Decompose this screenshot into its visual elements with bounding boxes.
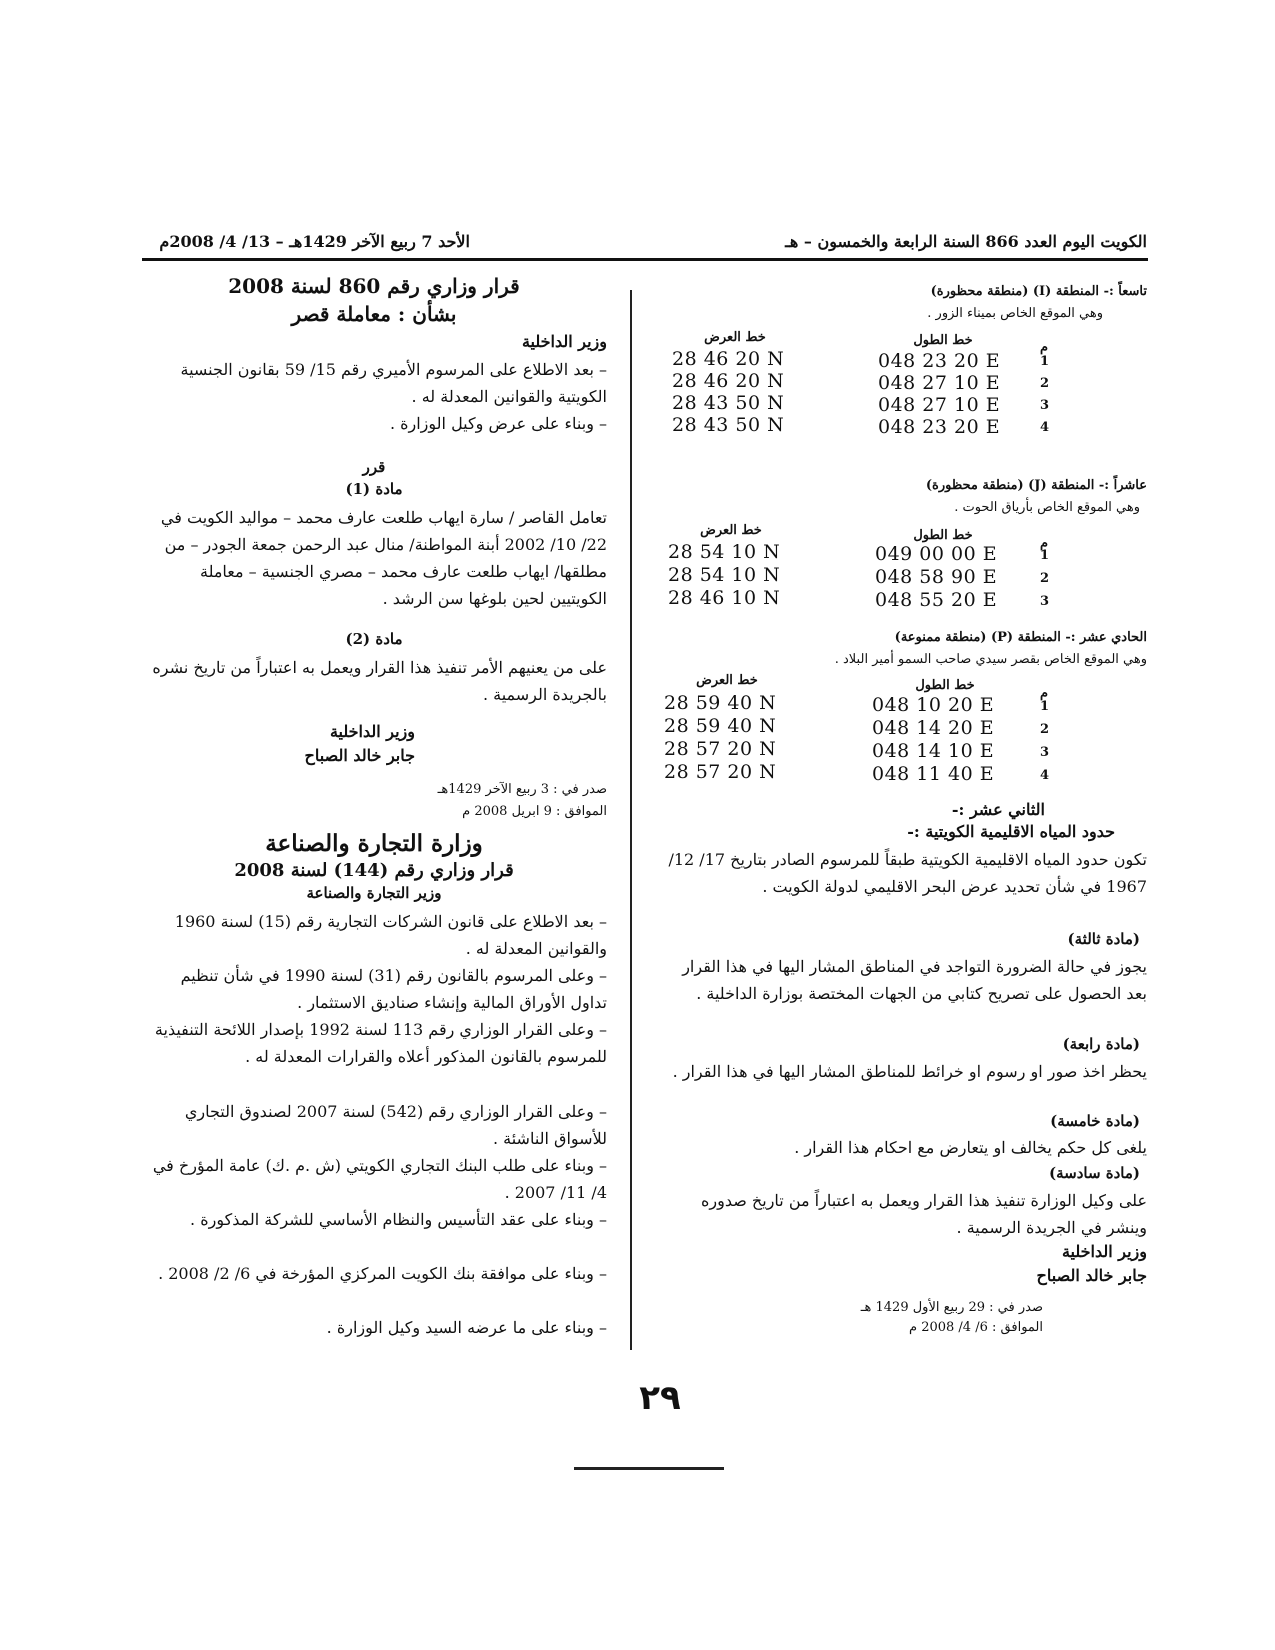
row-number: 3 bbox=[1040, 745, 1050, 760]
row-number: 1 bbox=[1040, 354, 1050, 369]
row-number: 2 bbox=[1040, 722, 1050, 737]
zone10-heading: عاشراً :- المنطقة (J) (منطقة محظورة) bbox=[925, 478, 1147, 493]
row-latitude: 28 59 40 N bbox=[664, 715, 777, 737]
table-row bbox=[660, 416, 1060, 438]
zone10-col-lat: خط العرض bbox=[700, 523, 762, 538]
zone11-desc: وهي الموقع الخاص بقصر سيدي صاحب السمو أمير البلاد . bbox=[834, 652, 1147, 667]
minister-title: وزير الداخلية bbox=[1061, 1242, 1147, 1261]
zone11-heading: الحادي عشر :- المنطقة (P) (منطقة ممنوعة) bbox=[894, 630, 1147, 645]
decree1-sign-title: وزير الداخلية bbox=[329, 722, 415, 741]
decree1-sign-name: جابر خالد الصباح bbox=[304, 746, 415, 765]
header-left: الأحد 7 ربيع الآخر 1429هـ – 13/ 4/ 2008م bbox=[159, 232, 470, 251]
zone10-table bbox=[660, 543, 1060, 612]
row-number: 4 bbox=[1040, 768, 1050, 783]
zone9-col-long: خط الطول bbox=[913, 333, 973, 348]
column-divider bbox=[630, 290, 632, 1350]
zone11-col-m: م bbox=[1040, 686, 1049, 701]
article6-title: (مادة سادسة) bbox=[1049, 1164, 1140, 1182]
footer-rule bbox=[574, 1467, 724, 1470]
decree2-title: قرار وزاري رقم (144) لسنة 2008 bbox=[234, 860, 514, 881]
article5-text: يلغى كل حكم يخالف او يتعارض مع احكام هذا القرار . bbox=[794, 1138, 1147, 1157]
row-number: 2 bbox=[1040, 376, 1050, 391]
zone9-table bbox=[660, 350, 1060, 438]
row-latitude: 28 46 20 N bbox=[672, 370, 785, 392]
article5-title: (مادة خامسة) bbox=[1050, 1112, 1140, 1130]
table-row bbox=[660, 543, 1060, 566]
row-longitude: 048 27 10 E bbox=[878, 372, 1001, 394]
issued-date: صدر في : 29 ربيع الأول 1429 هـ bbox=[860, 1300, 1043, 1315]
row-number: 4 bbox=[1040, 420, 1050, 435]
decree2-p5: – وبناء على طلب البنك التجاري الكويتي (ش .م .ك) عامة المؤرخ في 4/ 11/ 2007 . bbox=[152, 1156, 607, 1202]
decree1-minister: وزير الداخلية bbox=[521, 332, 607, 351]
header-right: الكويت اليوم العدد 866 السنة الرابعة والخمسون – هـ bbox=[785, 232, 1147, 251]
decree2-minister: وزير التجارة والصناعة bbox=[306, 884, 442, 902]
row-number: 2 bbox=[1040, 571, 1050, 586]
row-latitude: 28 57 20 N bbox=[664, 738, 777, 760]
decree2-p7: – وبناء على موافقة بنك الكويت المركزي المؤرخة في 6/ 2/ 2008 . bbox=[158, 1264, 607, 1283]
row-longitude: 048 58 90 E bbox=[875, 566, 998, 588]
decree2-p8: – وبناء على ما عرضه السيد وكيل الوزارة . bbox=[326, 1318, 607, 1337]
decree1-decided: قرر bbox=[362, 458, 386, 476]
page-number: ٢٩ bbox=[639, 1378, 681, 1418]
decree1-article1-title: مادة (1) bbox=[345, 480, 403, 498]
decree2-p1: – بعد الاطلاع على قانون الشركات التجارية رقم (15) لسنة 1960 والقوانين المعدلة له . bbox=[174, 912, 607, 958]
table-row bbox=[660, 394, 1060, 416]
zone9-heading: تاسعاً :- المنطقة (I) (منطقة محظورة) bbox=[930, 284, 1147, 299]
decree1-issued: صدر في : 3 ربيع الآخر 1429هـ bbox=[437, 782, 607, 797]
zone11-table bbox=[660, 694, 1060, 786]
decree1-article1-text: تعامل القاصر / سارة ايهاب طلعت عارف محمد – مواليد الكويت في 22/ 10/ 2002 أبنة المواطنة/ منال عبد الرحمن جمعة الجودر – من مطلقها/ ايهاب طلعت عارف محمد – مصري الجنسية – معاملة الكويتيين لحين بلوغها سن الرشد . bbox=[160, 508, 607, 608]
corresponding-date: الموافق : 6/ 4/ 2008 م bbox=[909, 1320, 1043, 1335]
decree2-p4: – وعلى القرار الوزاري رقم (542) لسنة 2007 لصندوق التجاري للأسواق الناشئة . bbox=[184, 1102, 607, 1148]
row-longitude: 048 55 20 E bbox=[875, 589, 998, 611]
zone10-col-m: م bbox=[1040, 536, 1049, 551]
table-row bbox=[660, 350, 1060, 372]
decree2-p3: – وعلى القرار الوزاري رقم 113 لسنة 1992 بإصدار اللائحة التنفيذية للمرسوم بالقانون المذكور أعلاه والقرارات المعدلة له . bbox=[154, 1020, 607, 1066]
article3-text: يجوز في حالة الضرورة التواجد في المناطق المشار اليها في هذا القرار بعد الحصول على تصريح كتابي من الجهات المختصة بوزارة الداخلية . bbox=[682, 957, 1147, 1003]
waters-heading: حدود المياه الاقليمية الكويتية :- bbox=[907, 822, 1115, 841]
row-number: 3 bbox=[1040, 594, 1050, 609]
table-row bbox=[660, 589, 1060, 612]
row-longitude: 049 00 00 E bbox=[875, 543, 998, 565]
zone9-desc: وهي الموقع الخاص بميناء الزور . bbox=[927, 306, 1103, 321]
decree1-title: قرار وزاري رقم 860 لسنة 2008 bbox=[228, 274, 520, 298]
row-number: 3 bbox=[1040, 398, 1050, 413]
zone11-col-lat: خط العرض bbox=[696, 673, 758, 688]
table-row bbox=[660, 763, 1060, 786]
minister-name: جابر خالد الصباح bbox=[1036, 1266, 1147, 1285]
table-row bbox=[660, 694, 1060, 717]
zone11-col-long: خط الطول bbox=[915, 678, 975, 693]
article3-title: (مادة ثالثة) bbox=[1067, 930, 1140, 948]
decree1-subject: بشأن : معاملة قصر bbox=[291, 302, 457, 326]
twelfth-heading: الثاني عشر :- bbox=[951, 800, 1045, 819]
table-row bbox=[660, 566, 1060, 589]
zone10-desc: وهي الموقع الخاص بأرياق الحوت . bbox=[954, 500, 1140, 515]
decree1-p2: – وبناء على عرض وكيل الوزارة . bbox=[389, 414, 607, 433]
row-number: 1 bbox=[1040, 699, 1050, 714]
zone10-col-long: خط الطول bbox=[913, 528, 973, 543]
article4-text: يحظر اخذ صور او رسوم او خرائط للمناطق المشار اليها في هذا القرار . bbox=[672, 1062, 1147, 1081]
zone9-col-lat: خط العرض bbox=[704, 330, 766, 345]
row-longitude: 048 10 20 E bbox=[872, 694, 995, 716]
ministry-heading: وزارة التجارة والصناعة bbox=[265, 830, 483, 857]
row-latitude: 28 43 50 N bbox=[672, 414, 785, 436]
decree1-corresponding: الموافق : 9 ابريل 2008 م bbox=[462, 804, 607, 819]
row-longitude: 048 23 20 E bbox=[878, 350, 1001, 372]
row-latitude: 28 59 40 N bbox=[664, 692, 777, 714]
table-row bbox=[660, 372, 1060, 394]
waters-text: تكون حدود المياه الاقليمية الكويتية طبقاً للمرسوم الصادر بتاريخ 17/ 12/ 1967 في شأن تحديد عرض البحر الاقليمي لدولة الكويت . bbox=[668, 850, 1147, 896]
row-latitude: 28 43 50 N bbox=[672, 392, 785, 414]
row-longitude: 048 14 10 E bbox=[872, 740, 995, 762]
decree1-article2-title: مادة (2) bbox=[345, 630, 403, 648]
row-latitude: 28 54 10 N bbox=[668, 564, 781, 586]
row-longitude: 048 11 40 E bbox=[872, 763, 995, 785]
row-latitude: 28 46 20 N bbox=[672, 348, 785, 370]
row-latitude: 28 46 10 N bbox=[668, 587, 781, 609]
zone9-col-m: م bbox=[1040, 340, 1049, 355]
article4-title: (مادة رابعة) bbox=[1062, 1035, 1140, 1053]
row-latitude: 28 54 10 N bbox=[668, 541, 781, 563]
row-longitude: 048 14 20 E bbox=[872, 717, 995, 739]
row-longitude: 048 23 20 E bbox=[878, 416, 1001, 438]
row-latitude: 28 57 20 N bbox=[664, 761, 777, 783]
decree1-article2-text: على من يعنيهم الأمر تنفيذ هذا القرار ويعمل به اعتباراً من تاريخ نشره بالجريدة الرسمية . bbox=[152, 658, 607, 704]
decree2-p2: – وعلى المرسوم بالقانون رقم (31) لسنة 1990 في شأن تنظيم تداول الأوراق المالية وإنشاء صناديق الاستثمار . bbox=[180, 966, 607, 1012]
row-longitude: 048 27 10 E bbox=[878, 394, 1001, 416]
decree1-p1: – بعد الاطلاع على المرسوم الأميري رقم 15/ 59 بقانون الجنسية الكويتية والقوانين المعدلة له . bbox=[180, 360, 607, 406]
article6-text: على وكيل الوزارة تنفيذ هذا القرار ويعمل به اعتباراً من تاريخ صدوره وينشر في الجريدة الرسمية . bbox=[701, 1191, 1147, 1237]
header-rule bbox=[142, 258, 1148, 261]
table-row bbox=[660, 740, 1060, 763]
row-number: 1 bbox=[1040, 548, 1050, 563]
decree2-p6: – وبناء على عقد التأسيس والنظام الأساسي للشركة المذكورة . bbox=[190, 1210, 607, 1229]
table-row bbox=[660, 717, 1060, 740]
